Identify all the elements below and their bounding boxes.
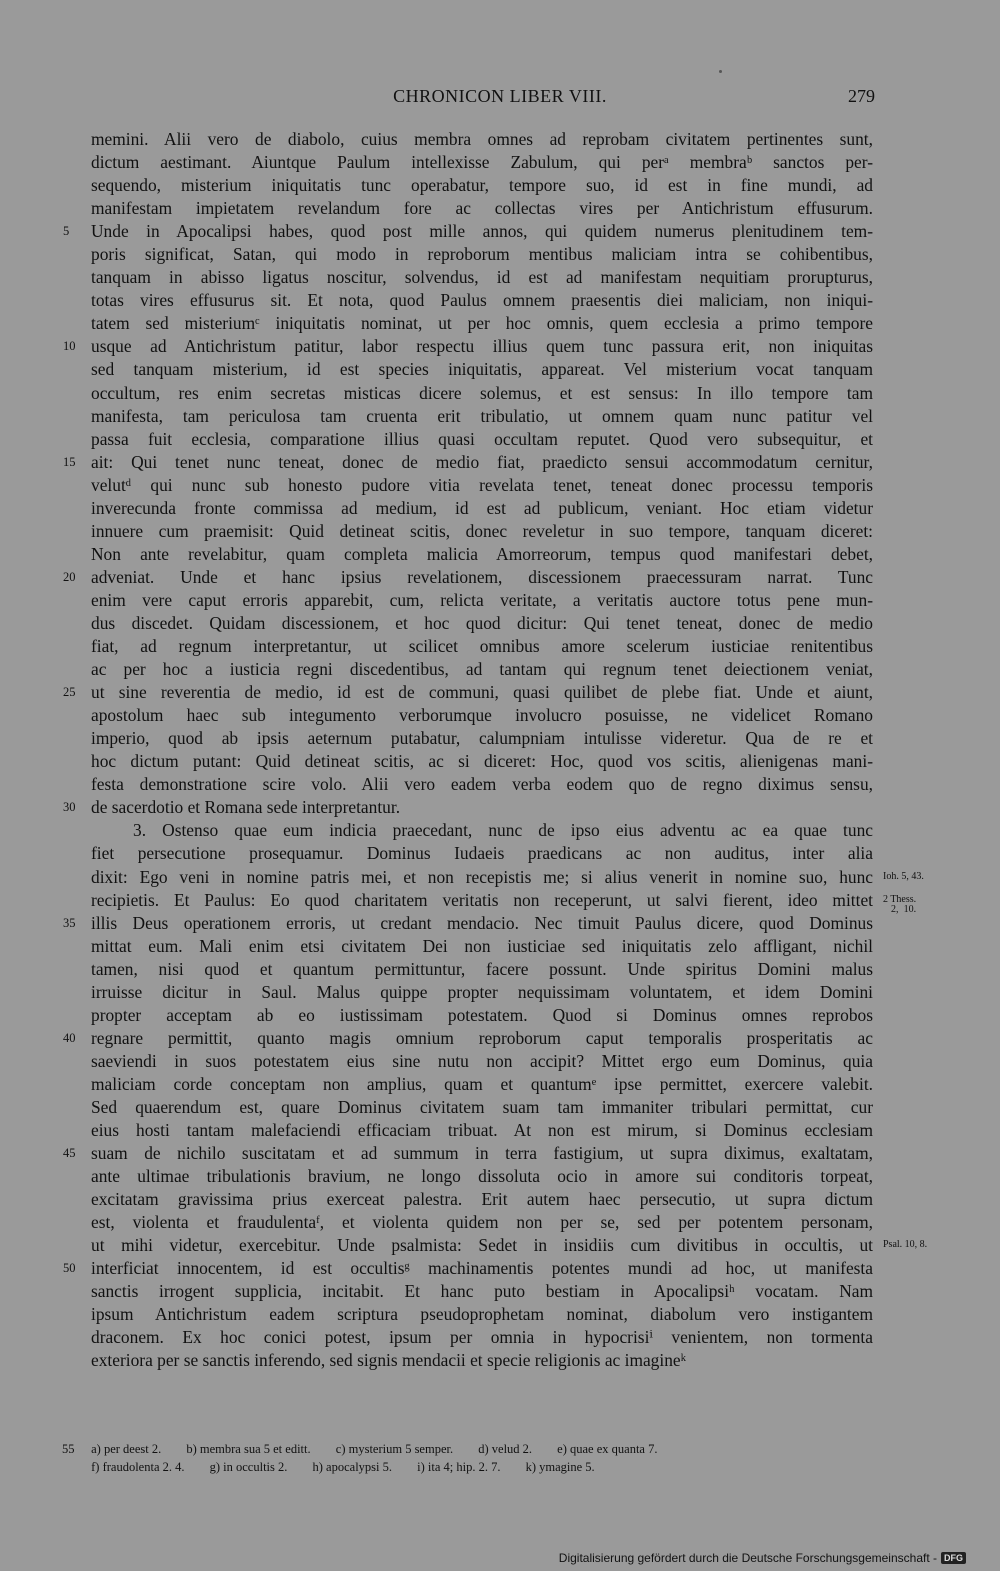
line-text: totas vires effusurus sit. Et nota, quod Paulus omnem praesentis diei maliciam, non iniqui- bbox=[91, 290, 873, 311]
footnote-g: g) in occultis 2. bbox=[209, 1460, 288, 1474]
margin-reference bbox=[883, 895, 916, 915]
line-text: manifestam impietatem revelandum fore ac collectas vires per Antichristum effusurum. bbox=[91, 198, 873, 219]
text-line bbox=[91, 750, 873, 773]
text-line bbox=[91, 1349, 873, 1372]
text-line bbox=[63, 1257, 873, 1280]
line-text: regnare permittit, quanto magis omnium reproborum caput temporalis prosperitatis ac bbox=[91, 1027, 873, 1048]
footnote-b: b) membra sua 5 et editt. bbox=[186, 1442, 311, 1456]
line-text: passa fuit ecclesia, comparatione illius quasi occultam reputet. Quod vero subsequitur, et bbox=[91, 428, 873, 449]
line-text: mittat eum. Mali enim etsi civitatem Dei non iusticiae sed iniquitatis zelo affligant, nichil bbox=[91, 935, 873, 956]
line-text: de sacerdotio et Romana sede interpretantur. bbox=[91, 797, 401, 818]
margin-reference-text-2: 2, 10. bbox=[891, 903, 917, 915]
line-text: tatem sed misteriumᶜ iniquitatis nominat, ut per hoc omnis, quem ecclesia a primo tempore bbox=[91, 313, 873, 334]
page-number: 279 bbox=[848, 86, 875, 106]
text-line bbox=[91, 889, 917, 915]
line-text: Sed quaerendum est, quare Dominus civitatem suam tam immaniter tribulari permittat, cur bbox=[91, 1096, 873, 1117]
line-text: illis Deus operationem erroris, ut credant mendacio. Nec timuit Paulus dicere, quod Dominus bbox=[91, 912, 873, 933]
line-text: occultum, res enim secretas misticas dicere solemus, et est sensus: In illo tempore tam bbox=[91, 382, 873, 403]
text-line bbox=[91, 1303, 873, 1326]
footnote-d: d) velud 2. bbox=[478, 1442, 533, 1456]
line-text: ut sine reverentia de medio, id est de communi, quasi quilibet de plebe fiat. Unde et aiunt, bbox=[91, 682, 873, 703]
text-line bbox=[63, 451, 873, 474]
line-text: ait: Qui tenet nunc teneat, donec de medio fiat, praedicto sensui accommodatum cernitur, bbox=[91, 451, 873, 472]
text-line bbox=[91, 312, 873, 335]
footnote-row-2 bbox=[62, 1458, 882, 1476]
line-text: sequendo, misterium iniquitatis tunc operabatur, tempore suo, id est in fine mundi, ad bbox=[91, 175, 873, 196]
footnote-e: e) quae ex quanta 7. bbox=[557, 1442, 658, 1456]
line-text: velutᵈ qui nunc sub honesto pudore vitia revelata tenet, teneat donec processu temporis bbox=[91, 474, 873, 495]
page-header bbox=[0, 86, 1000, 112]
line-text: fiet persecutione prosequamur. Dominus Iudaeis praedicans ac non auditus, inter alia bbox=[91, 843, 873, 864]
footnote-k: k) ymagine 5. bbox=[525, 1460, 595, 1474]
text-line bbox=[91, 497, 873, 520]
line-text: inverecunda fronte commissa ad medium, id est ad publicum, veniant. Hoc etiam videtur bbox=[91, 497, 873, 518]
text-line bbox=[91, 1165, 873, 1188]
footnote-c: c) mysterium 5 semper. bbox=[335, 1442, 454, 1456]
text-line bbox=[91, 543, 873, 566]
text-line bbox=[91, 266, 873, 289]
text-line bbox=[91, 819, 873, 842]
line-text: sanctis irrogent supplicia, incitabit. Et hanc puto bestiam in Apocalipsiʰ vocatam. Nam bbox=[91, 1281, 873, 1302]
text-line bbox=[91, 1119, 873, 1142]
line-number: 10 bbox=[63, 339, 76, 354]
text-line bbox=[91, 1096, 873, 1119]
text-line bbox=[63, 566, 873, 589]
text-line bbox=[91, 1004, 873, 1027]
text-line bbox=[91, 704, 873, 727]
footnote-h: h) apocalypsi 5. bbox=[312, 1460, 393, 1474]
text-line bbox=[91, 842, 873, 865]
line-number: 40 bbox=[63, 1030, 76, 1045]
scan-speck bbox=[719, 70, 722, 73]
line-text: manifesta, tam periculosa tam cruenta erit tribulatio, ut omnem quam nunc patitur vel bbox=[91, 405, 873, 426]
line-text: ipsum Antichristum eadem scriptura pseudoprophetam nominat, diabolum vero instigantem bbox=[91, 1304, 873, 1325]
margin-reference-text: Ioh. 5, 43. bbox=[883, 870, 924, 882]
text-line bbox=[91, 520, 873, 543]
text-line bbox=[91, 243, 873, 266]
line-text: memini. Alii vero de diabolo, cuius membra omnes ad reprobam civitatem pertinentes sunt, bbox=[91, 129, 873, 149]
line-text: ante ultimae tribulationis bravium, ne longo dissoluta ocio in amore sui conditoris torpeat, bbox=[91, 1166, 873, 1187]
dfg-footer[interactable] bbox=[559, 1551, 966, 1565]
line-text: enim vere caput erroris apparebit, cum, relicta veritate, a veritatis auctore totus pene mun- bbox=[91, 589, 873, 610]
dfg-logo[interactable]: DFG bbox=[941, 1552, 966, 1564]
line-text: festa demonstratione scire volo. Alii vero eadem verba eodem quo de regno diximus sensu, bbox=[91, 774, 873, 795]
text-line bbox=[91, 635, 873, 658]
line-number: 25 bbox=[63, 685, 76, 700]
text-line bbox=[91, 1211, 873, 1234]
text-line bbox=[63, 1142, 873, 1165]
text-line bbox=[91, 1326, 873, 1349]
text-line bbox=[91, 958, 873, 981]
text-line bbox=[91, 1234, 928, 1257]
line-text: hoc dictum putant: Quid detineat scitis, ac si diceret: Hoc, quod vos scitis, alienigenas mani- bbox=[91, 751, 873, 772]
text-line bbox=[91, 1280, 873, 1303]
line-text: innuere cum praemisit: Quid detineat scitis, donec reveletur in suo tempore, tanquam diceret: bbox=[91, 520, 873, 541]
line-text: excitatam gravissima prius exerceat palestra. Erit autem haec persecutio, ut supra dictum bbox=[91, 1189, 873, 1210]
text-line bbox=[63, 796, 873, 819]
line-text: dixit: Ego veni in nomine patris mei, et non recepistis me; si alius venerit in nomine suo, hunc bbox=[91, 866, 873, 887]
footnotes bbox=[62, 1440, 882, 1476]
text-line bbox=[91, 151, 873, 174]
line-text: dus discedet. Quidam discessionem, et hoc quod dicitur: Qui tenet teneat, donec de medio bbox=[91, 612, 873, 633]
line-number: 5 bbox=[63, 224, 70, 239]
line-text: sed tanquam misterium, id est species iniquitatis, appareat. Vel misterium vocat tanquam bbox=[91, 359, 873, 380]
text-line bbox=[63, 681, 873, 704]
line-text: Unde in Apocalipsi habes, quod post mille annos, qui quidem numerus plenitudinem tem- bbox=[91, 221, 873, 242]
line-text: tanquam in abisso ligatus noscitur, solvendus, id est ad manifestam nequitiam prorupturus, bbox=[91, 267, 873, 288]
margin-reference bbox=[883, 1240, 927, 1250]
text-line bbox=[91, 612, 873, 635]
line-number: 30 bbox=[63, 800, 76, 815]
line-number: 50 bbox=[63, 1261, 76, 1276]
line-text: fiat, ad regnum interpretantur, ut scilicet omnibus amore scelerum iusticiae renitentibus bbox=[91, 636, 873, 657]
line-text: dictum aestimant. Aiuntque Paulum intellexisse Zabulum, qui perᵃ membraᵇ sanctos per- bbox=[91, 152, 873, 173]
text-line bbox=[63, 1027, 873, 1050]
margin-reference-text: 2 Thess. bbox=[883, 893, 917, 905]
line-text: usque ad Antichristum patitur, labor respectu illius quem tunc passura erit, non iniquitas bbox=[91, 336, 873, 357]
text-line bbox=[91, 935, 873, 958]
text-line bbox=[91, 382, 873, 405]
line-text: ac per hoc a iusticia regni discedentibus, ad tantam qui regnum tenet deiectionem veniat, bbox=[91, 659, 873, 680]
line-text: exteriora per se sanctis inferendo, sed signis mendacii et specie religionis ac imagineᵏ bbox=[91, 1350, 687, 1371]
line-number: 45 bbox=[63, 1146, 76, 1161]
line-text: Non ante revelabitur, quam completa malicia Amorreorum, tempus quod manifestari debet, bbox=[91, 543, 873, 564]
footnote-row-1 bbox=[62, 1440, 882, 1458]
footnote-a: a) per deest 2. bbox=[91, 1442, 162, 1456]
text-line bbox=[91, 866, 924, 889]
footer-text[interactable]: Digitalisierung gefördert durch die Deutsche Forschungsgemeinschaft - bbox=[558, 1551, 937, 1565]
text-line bbox=[91, 773, 873, 796]
line-text: adveniat. Unde et hanc ipsius revelationem, discessionem praecessuram narrat. Tunc bbox=[91, 566, 873, 587]
text-line bbox=[91, 589, 873, 612]
line-text: tamen, nisi quod et quantum permittuntur, facere possunt. Unde spiritus Domini malus bbox=[91, 958, 873, 979]
line-text: interficiat innocentem, id est occultisᵍ machinamentis potentes mundi ad hoc, ut manifesta bbox=[91, 1258, 873, 1279]
line-text: irruisse dicitur in Saul. Malus quippe propter nequissimam voluntatem, et idem Domini bbox=[91, 981, 873, 1002]
text-line bbox=[91, 658, 873, 681]
line-text: propter acceptam ab eo iustissimam potestatem. Quod si Dominus omnes reprobos bbox=[91, 1004, 873, 1025]
text-line bbox=[91, 428, 873, 451]
text-line bbox=[91, 405, 873, 428]
text-line bbox=[91, 1050, 873, 1073]
text-line bbox=[91, 1073, 873, 1096]
line-number: 20 bbox=[63, 569, 76, 584]
line-text: ut mihi videtur, exercebitur. Unde psalmista: Sedet in insidiis cum divitibus in occultis, ut bbox=[91, 1235, 873, 1256]
text-line bbox=[91, 358, 873, 381]
line-text: saeviendi in suos potestatem eius sine nutu non accipit? Mittet ergo eum Dominus, quia bbox=[91, 1050, 873, 1071]
line-text: 3. Ostenso quae eum indicia praecedant, nunc de ipso eius adventu ac ea quae tunc bbox=[133, 820, 873, 841]
running-title: CHRONICON LIBER VIII. bbox=[393, 86, 607, 106]
text-line bbox=[91, 128, 873, 151]
line-text: draconem. Ex hoc conici potest, ipsum per omnia in hypocrisiⁱ venientem, non tormenta bbox=[91, 1327, 873, 1348]
line-text: poris significat, Satan, qui modo in reproborum mentibus maliciam intra se cohibentibus, bbox=[91, 244, 873, 265]
text-line bbox=[91, 474, 873, 497]
text-line bbox=[91, 174, 873, 197]
line-text: suam de nichilo suscitatam et ad summum in terra fastigium, ut supra diximus, exaltatam, bbox=[91, 1143, 873, 1164]
margin-reference-text: Psal. 10, 8. bbox=[883, 1239, 928, 1251]
text-line bbox=[63, 335, 873, 358]
line-text: maliciam corde conceptam non amplius, quam et quantumᵉ ipse permittet, exercere valebit. bbox=[91, 1073, 873, 1094]
text-line bbox=[91, 727, 873, 750]
line-number: 35 bbox=[63, 915, 76, 930]
text-line bbox=[63, 912, 873, 935]
main-text bbox=[63, 128, 928, 1373]
line-text: eius hosti tantam malefaciendi efficaciam tribuat. At non est mirum, si Dominus ecclesiam bbox=[91, 1120, 873, 1141]
text-line bbox=[91, 1188, 873, 1211]
text-line bbox=[91, 981, 873, 1004]
footnote-i: i) ita 4; hip. 2. 7. bbox=[417, 1460, 501, 1474]
line-text: recipietis. Et Paulus: Eo quod charitatem veritatis non receperunt, ut salvi fierent, ideo mittet bbox=[91, 889, 873, 910]
margin-reference bbox=[883, 872, 924, 882]
line-text: est, violenta et fraudulentaᶠ, et violenta quidem non per se, sed per potentem personam, bbox=[91, 1212, 873, 1233]
footnote-f: f) fraudolenta 2. 4. bbox=[91, 1460, 185, 1474]
line-text: apostolum haec sub integumento verborumque involucro posuisse, ne videlicet Romano bbox=[91, 705, 873, 726]
text-line bbox=[63, 220, 873, 243]
text-line bbox=[91, 197, 873, 220]
line-text: imperio, quod ab ipsis aeternum putabatur, calumpniam intulisse videretur. Qua de re et bbox=[91, 728, 873, 749]
text-line bbox=[91, 289, 873, 312]
footnote-line-number: 55 bbox=[62, 1442, 75, 1456]
line-number: 15 bbox=[63, 454, 76, 469]
